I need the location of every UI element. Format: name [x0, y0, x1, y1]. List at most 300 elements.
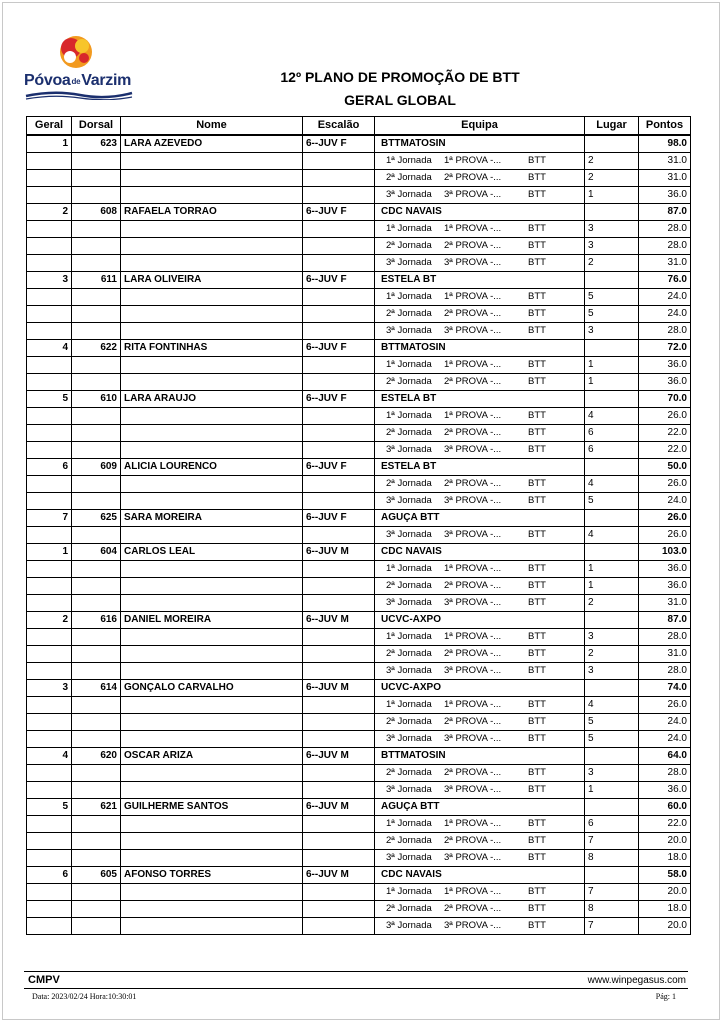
nome-cell: [121, 373, 303, 390]
pontos-cell: 26.0: [639, 407, 691, 424]
geral-cell: [27, 305, 72, 322]
geral-cell: [27, 407, 72, 424]
nome-cell: [121, 883, 303, 900]
escalao-cell: [303, 441, 375, 458]
modality-label: BTT: [528, 902, 546, 914]
geral-cell: [27, 696, 72, 713]
nome-cell: [121, 169, 303, 186]
result-row: [27, 781, 691, 798]
escalao-cell: [303, 594, 375, 611]
modality-label: BTT: [528, 919, 546, 931]
result-row: [27, 713, 691, 730]
dorsal-cell: [72, 577, 121, 594]
modality-label: BTT: [528, 664, 546, 676]
lugar-cell: 5: [585, 288, 639, 305]
result-row: [27, 832, 691, 849]
jornada-label: 3ª Jornada: [386, 664, 432, 676]
jornada-cell: [375, 407, 585, 424]
prova-label: 3ª PROVA -...: [444, 732, 502, 744]
team-name: CDC NAVAIS: [381, 868, 442, 880]
nome-cell: LARA AZEVEDO: [121, 135, 303, 153]
geral-cell: 2: [27, 203, 72, 220]
jornada-label: 2ª Jornada: [386, 426, 432, 438]
pontos-cell: 18.0: [639, 900, 691, 917]
nome-cell: [121, 730, 303, 747]
result-row: [27, 900, 691, 917]
nome-cell: [121, 645, 303, 662]
pontos-total-cell: 103.0: [639, 543, 691, 560]
athlete-row: [27, 390, 691, 407]
modality-label: BTT: [528, 596, 546, 608]
escalao-cell: 6--JUV F: [303, 458, 375, 475]
jornada-cell: [375, 424, 585, 441]
dorsal-cell: [72, 815, 121, 832]
dorsal-cell: [72, 526, 121, 543]
athlete-row: [27, 611, 691, 628]
prova-label: 1ª PROVA -...: [444, 409, 502, 421]
pontos-total-cell: 76.0: [639, 271, 691, 288]
prova-label: 3ª PROVA -...: [444, 324, 502, 336]
escalao-cell: [303, 560, 375, 577]
col-header-lugar: Lugar: [585, 117, 639, 135]
lugar-cell: [585, 798, 639, 815]
result-row: [27, 764, 691, 781]
dorsal-cell: [72, 186, 121, 203]
nome-cell: [121, 764, 303, 781]
geral-cell: [27, 917, 72, 934]
jornada-cell: [375, 237, 585, 254]
nome-cell: CARLOS LEAL: [121, 543, 303, 560]
pontos-cell: 20.0: [639, 917, 691, 934]
modality-label: BTT: [528, 851, 546, 863]
team-name: ESTELA BT: [381, 392, 437, 404]
prova-label: 3ª PROVA -...: [444, 188, 502, 200]
team-name: UCVC-AXPO: [381, 681, 442, 693]
jornada-cell: [375, 764, 585, 781]
logo-wave-icon: [24, 90, 136, 100]
result-row: [27, 492, 691, 509]
jornada-label: 3ª Jornada: [386, 919, 432, 931]
dorsal-cell: 605: [72, 866, 121, 883]
prova-label: 2ª PROVA -...: [444, 902, 502, 914]
dorsal-cell: [72, 560, 121, 577]
jornada-label: 3ª Jornada: [386, 528, 432, 540]
jornada-label: 2ª Jornada: [386, 834, 432, 846]
modality-label: BTT: [528, 494, 546, 506]
result-row: [27, 288, 691, 305]
jornada-label: 3ª Jornada: [386, 443, 432, 455]
jornada-cell: [375, 288, 585, 305]
nome-cell: [121, 781, 303, 798]
nome-cell: [121, 849, 303, 866]
escalao-cell: [303, 373, 375, 390]
equipa-cell: [375, 339, 585, 356]
pontos-cell: 20.0: [639, 832, 691, 849]
escalao-cell: [303, 645, 375, 662]
prova-label: 2ª PROVA -...: [444, 715, 502, 727]
escalao-cell: 6--JUV M: [303, 747, 375, 764]
geral-cell: [27, 322, 72, 339]
prova-label: 2ª PROVA -...: [444, 171, 502, 183]
team-name: BTTMATOSIN: [381, 137, 446, 149]
result-row: [27, 441, 691, 458]
escalao-cell: [303, 356, 375, 373]
modality-label: BTT: [528, 256, 546, 268]
pontos-cell: 26.0: [639, 696, 691, 713]
geral-cell: [27, 254, 72, 271]
result-row: [27, 577, 691, 594]
pontos-cell: 31.0: [639, 152, 691, 169]
dorsal-cell: [72, 237, 121, 254]
lugar-cell: 4: [585, 696, 639, 713]
lugar-cell: [585, 271, 639, 288]
equipa-cell: [375, 509, 585, 526]
escalao-cell: [303, 220, 375, 237]
geral-cell: [27, 832, 72, 849]
modality-label: BTT: [528, 562, 546, 574]
nome-cell: [121, 917, 303, 934]
lugar-cell: 1: [585, 356, 639, 373]
dorsal-cell: [72, 475, 121, 492]
lugar-cell: 3: [585, 237, 639, 254]
jornada-cell: [375, 645, 585, 662]
pontos-total-cell: 64.0: [639, 747, 691, 764]
equipa-cell: [375, 747, 585, 764]
jornada-cell: [375, 356, 585, 373]
nome-cell: [121, 288, 303, 305]
geral-cell: [27, 169, 72, 186]
geral-cell: 3: [27, 271, 72, 288]
geral-cell: [27, 237, 72, 254]
pontos-cell: 28.0: [639, 764, 691, 781]
modality-label: BTT: [528, 443, 546, 455]
geral-cell: [27, 849, 72, 866]
col-header-escalao: Escalão: [303, 117, 375, 135]
lugar-cell: [585, 509, 639, 526]
modality-label: BTT: [528, 222, 546, 234]
escalao-cell: [303, 526, 375, 543]
prova-label: 3ª PROVA -...: [444, 528, 502, 540]
nome-cell: [121, 407, 303, 424]
jornada-label: 3ª Jornada: [386, 732, 432, 744]
lugar-cell: 7: [585, 917, 639, 934]
lugar-cell: 2: [585, 169, 639, 186]
escalao-cell: 6--JUV F: [303, 509, 375, 526]
modality-label: BTT: [528, 239, 546, 251]
logo-sun-icon: [24, 34, 136, 74]
lugar-cell: 7: [585, 832, 639, 849]
lugar-cell: [585, 390, 639, 407]
geral-cell: 6: [27, 458, 72, 475]
result-row: [27, 475, 691, 492]
escalao-cell: [303, 152, 375, 169]
jornada-label: 3ª Jornada: [386, 188, 432, 200]
nome-cell: [121, 560, 303, 577]
team-name: UCVC-AXPO: [381, 613, 442, 625]
geral-cell: 2: [27, 611, 72, 628]
dorsal-cell: [72, 441, 121, 458]
equipa-cell: [375, 543, 585, 560]
escalao-cell: 6--JUV F: [303, 390, 375, 407]
modality-label: BTT: [528, 290, 546, 302]
jornada-label: 1ª Jornada: [386, 154, 432, 166]
jornada-cell: [375, 322, 585, 339]
jornada-cell: [375, 186, 585, 203]
jornada-label: 1ª Jornada: [386, 358, 432, 370]
modality-label: BTT: [528, 766, 546, 778]
lugar-cell: [585, 458, 639, 475]
athlete-row: [27, 747, 691, 764]
escalao-cell: 6--JUV F: [303, 271, 375, 288]
lugar-cell: 7: [585, 883, 639, 900]
escalao-cell: [303, 832, 375, 849]
jornada-cell: [375, 730, 585, 747]
footer-date: Data: 2023/02/24 Hora:10:30:01: [32, 992, 137, 1001]
lugar-cell: [585, 679, 639, 696]
dorsal-cell: 621: [72, 798, 121, 815]
jornada-cell: [375, 560, 585, 577]
result-row: [27, 169, 691, 186]
jornada-cell: [375, 849, 585, 866]
escalao-cell: [303, 730, 375, 747]
modality-label: BTT: [528, 358, 546, 370]
geral-cell: [27, 628, 72, 645]
athlete-row: [27, 798, 691, 815]
prova-label: 2ª PROVA -...: [444, 477, 502, 489]
result-row: [27, 594, 691, 611]
pontos-total-cell: 74.0: [639, 679, 691, 696]
result-row: [27, 730, 691, 747]
jornada-cell: [375, 475, 585, 492]
team-name: CDC NAVAIS: [381, 205, 442, 217]
pontos-cell: 28.0: [639, 220, 691, 237]
jornada-label: 1ª Jornada: [386, 222, 432, 234]
geral-cell: [27, 815, 72, 832]
jornada-label: 2ª Jornada: [386, 579, 432, 591]
prova-label: 2ª PROVA -...: [444, 307, 502, 319]
nome-cell: DANIEL MOREIRA: [121, 611, 303, 628]
geral-cell: [27, 220, 72, 237]
geral-cell: [27, 764, 72, 781]
dorsal-cell: 610: [72, 390, 121, 407]
escalao-cell: 6--JUV M: [303, 798, 375, 815]
pontos-cell: 24.0: [639, 730, 691, 747]
jornada-label: 2ª Jornada: [386, 375, 432, 387]
modality-label: BTT: [528, 732, 546, 744]
dorsal-cell: [72, 152, 121, 169]
result-row: [27, 424, 691, 441]
modality-label: BTT: [528, 477, 546, 489]
modality-label: BTT: [528, 171, 546, 183]
dorsal-cell: [72, 764, 121, 781]
dorsal-cell: [72, 169, 121, 186]
geral-cell: [27, 594, 72, 611]
pontos-cell: 36.0: [639, 577, 691, 594]
lugar-cell: [585, 866, 639, 883]
jornada-label: 2ª Jornada: [386, 307, 432, 319]
geral-cell: 4: [27, 747, 72, 764]
geral-cell: [27, 577, 72, 594]
escalao-cell: [303, 492, 375, 509]
result-row: [27, 356, 691, 373]
prova-label: 1ª PROVA -...: [444, 630, 502, 642]
dorsal-cell: [72, 628, 121, 645]
jornada-cell: [375, 220, 585, 237]
pontos-cell: 22.0: [639, 424, 691, 441]
modality-label: BTT: [528, 307, 546, 319]
pontos-cell: 36.0: [639, 781, 691, 798]
escalao-cell: [303, 322, 375, 339]
result-row: [27, 407, 691, 424]
footer-divider-top: [24, 971, 688, 972]
pontos-cell: 28.0: [639, 237, 691, 254]
dorsal-cell: [72, 254, 121, 271]
report-title: 12º PLANO DE PROMOÇÃO DE BTT: [280, 69, 520, 85]
nome-cell: [121, 900, 303, 917]
nome-cell: [121, 815, 303, 832]
modality-label: BTT: [528, 375, 546, 387]
nome-cell: [121, 594, 303, 611]
escalao-cell: [303, 186, 375, 203]
geral-cell: [27, 288, 72, 305]
modality-label: BTT: [528, 528, 546, 540]
col-header-equipa: Equipa: [375, 117, 585, 135]
escalao-cell: [303, 254, 375, 271]
jornada-cell: [375, 662, 585, 679]
result-row: [27, 254, 691, 271]
nome-cell: [121, 356, 303, 373]
modality-label: BTT: [528, 324, 546, 336]
modality-label: BTT: [528, 426, 546, 438]
equipa-cell: [375, 390, 585, 407]
geral-cell: 5: [27, 798, 72, 815]
athlete-row: [27, 203, 691, 220]
dorsal-cell: [72, 917, 121, 934]
lugar-cell: 2: [585, 254, 639, 271]
result-row: [27, 849, 691, 866]
jornada-label: 1ª Jornada: [386, 409, 432, 421]
escalao-cell: [303, 713, 375, 730]
dorsal-cell: [72, 662, 121, 679]
result-row: [27, 696, 691, 713]
jornada-label: 3ª Jornada: [386, 851, 432, 863]
equipa-cell: [375, 271, 585, 288]
povoa-de-varzim-logo: [24, 34, 136, 102]
geral-cell: 3: [27, 679, 72, 696]
escalao-cell: [303, 883, 375, 900]
lugar-cell: 1: [585, 373, 639, 390]
geral-cell: [27, 186, 72, 203]
pontos-total-cell: 60.0: [639, 798, 691, 815]
dorsal-cell: 625: [72, 509, 121, 526]
result-row: [27, 560, 691, 577]
pontos-cell: 18.0: [639, 849, 691, 866]
prova-label: 1ª PROVA -...: [444, 698, 502, 710]
nome-cell: [121, 186, 303, 203]
nome-cell: [121, 152, 303, 169]
pontos-cell: 24.0: [639, 305, 691, 322]
athlete-row: [27, 271, 691, 288]
pontos-cell: 24.0: [639, 288, 691, 305]
jornada-cell: [375, 577, 585, 594]
pontos-cell: 31.0: [639, 169, 691, 186]
pontos-total-cell: 26.0: [639, 509, 691, 526]
jornada-label: 2ª Jornada: [386, 477, 432, 489]
footer-website: www.winpegasus.com: [587, 975, 686, 986]
lugar-cell: 6: [585, 424, 639, 441]
dorsal-cell: 604: [72, 543, 121, 560]
nome-cell: [121, 577, 303, 594]
pontos-cell: 36.0: [639, 373, 691, 390]
pontos-total-cell: 98.0: [639, 135, 691, 153]
pontos-cell: 28.0: [639, 322, 691, 339]
jornada-cell: [375, 883, 585, 900]
jornada-cell: [375, 305, 585, 322]
jornada-cell: [375, 713, 585, 730]
modality-label: BTT: [528, 834, 546, 846]
athlete-row: [27, 543, 691, 560]
geral-cell: [27, 645, 72, 662]
prova-label: 1ª PROVA -...: [444, 817, 502, 829]
lugar-cell: 3: [585, 764, 639, 781]
modality-label: BTT: [528, 154, 546, 166]
lugar-cell: 3: [585, 628, 639, 645]
prova-label: 2ª PROVA -...: [444, 834, 502, 846]
pontos-total-cell: 58.0: [639, 866, 691, 883]
result-row: [27, 186, 691, 203]
jornada-label: 2ª Jornada: [386, 766, 432, 778]
escalao-cell: [303, 900, 375, 917]
pontos-cell: 31.0: [639, 254, 691, 271]
geral-cell: [27, 713, 72, 730]
jornada-label: 3ª Jornada: [386, 596, 432, 608]
jornada-cell: [375, 254, 585, 271]
escalao-cell: [303, 662, 375, 679]
lugar-cell: [585, 747, 639, 764]
team-name: ESTELA BT: [381, 460, 437, 472]
modality-label: BTT: [528, 783, 546, 795]
geral-cell: [27, 356, 72, 373]
equipa-cell: [375, 135, 585, 153]
pontos-cell: 36.0: [639, 356, 691, 373]
result-row: [27, 815, 691, 832]
dorsal-cell: 623: [72, 135, 121, 153]
escalao-cell: [303, 764, 375, 781]
prova-label: 3ª PROVA -...: [444, 256, 502, 268]
col-header-pontos: Pontos: [639, 117, 691, 135]
lugar-cell: 2: [585, 152, 639, 169]
lugar-cell: 5: [585, 713, 639, 730]
lugar-cell: 1: [585, 577, 639, 594]
lugar-cell: 8: [585, 900, 639, 917]
nome-cell: [121, 322, 303, 339]
footer-page-number: Pág: 1: [655, 992, 676, 1001]
dorsal-cell: [72, 305, 121, 322]
dorsal-cell: [72, 492, 121, 509]
geral-cell: [27, 560, 72, 577]
pontos-cell: 36.0: [639, 186, 691, 203]
result-row: [27, 373, 691, 390]
prova-label: 3ª PROVA -...: [444, 851, 502, 863]
nome-cell: LARA OLIVEIRA: [121, 271, 303, 288]
result-row: [27, 322, 691, 339]
nome-cell: [121, 305, 303, 322]
escalao-cell: 6--JUV F: [303, 203, 375, 220]
lugar-cell: 4: [585, 475, 639, 492]
team-name: ESTELA BT: [381, 273, 437, 285]
lugar-cell: [585, 543, 639, 560]
lugar-cell: 4: [585, 526, 639, 543]
